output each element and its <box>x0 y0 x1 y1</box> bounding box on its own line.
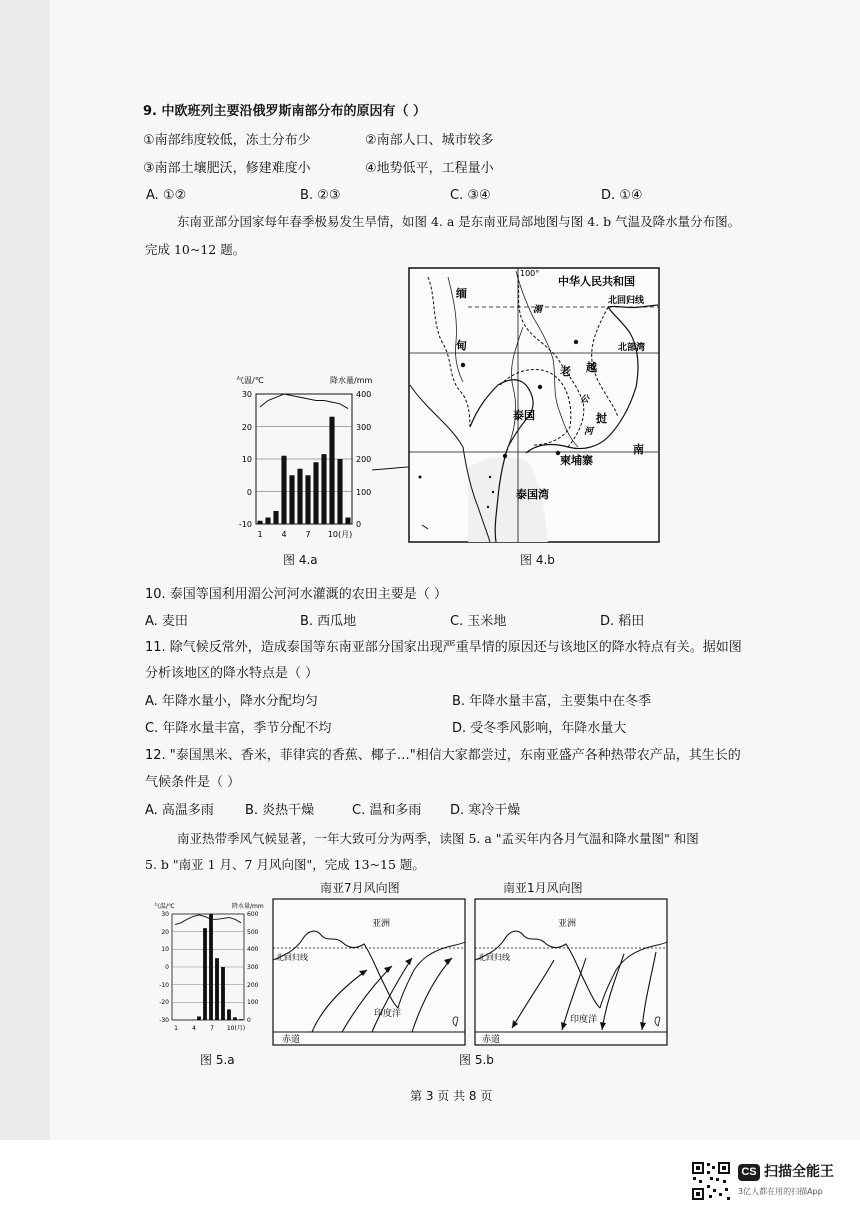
fig5b-july-label-asia: 亚洲 <box>372 919 391 929</box>
fig4a-x-tick: 4 <box>281 530 287 539</box>
q9-option-d: D. ①④ <box>601 188 643 203</box>
fig5b-jan-label-ocean: 印度洋 <box>570 1015 598 1025</box>
f4a-precip-bar <box>297 469 302 524</box>
fig5b-july-label-tropic: 北回归线 <box>276 953 308 962</box>
fig4a-temp-tick: 30 <box>241 390 252 399</box>
q10-option-d: D. 稻田 <box>600 614 645 629</box>
f4a-precip-bar <box>289 475 294 524</box>
map-label-cambodia: 柬埔寨 <box>560 454 593 467</box>
fig4a-x-tick: 10(月) <box>327 530 353 539</box>
fig5a-caption: 图 5.a <box>200 1053 235 1067</box>
map-label-thailand: 泰国 <box>513 409 535 422</box>
figure-5b-july-wind-map <box>272 898 466 1046</box>
map-label-myanmar-2: 甸 <box>456 339 467 352</box>
fig5a-precip-tick: 0 <box>247 1017 251 1024</box>
map-label-myanmar-1: 缅 <box>456 287 467 300</box>
fig4a-precip-tick: 0 <box>356 520 362 529</box>
fig4a-precip-tick: 300 <box>356 423 372 432</box>
fig5b-jan-label-asia: 亚洲 <box>558 919 577 929</box>
fig4a-temp-tick: 20 <box>241 423 252 432</box>
q11-option-c: C. 年降水量丰富，季节分配不均 <box>145 721 332 736</box>
fig5a-temp-tick: -30 <box>159 1017 169 1024</box>
f4a-temperature-curve <box>260 394 348 409</box>
fig4a-temp-tick: 10 <box>241 455 252 464</box>
fig5a-precip-axis-label: 降水量/mm <box>232 903 264 910</box>
q9-statement-4: ④地势低平，工程量小 <box>365 161 494 176</box>
intro-13-15-line1: 南亚热带季风气候显著，一年大致可分为两季，读图 5. a "孟买年内各月气温和降水量图" 和图 <box>177 831 699 846</box>
map-label-gulf-thailand: 泰国湾 <box>516 488 549 501</box>
f5a-precip-bar <box>215 958 219 1020</box>
f4a-precip-bar <box>265 518 270 525</box>
q10-option-c: C. 玉米地 <box>450 614 507 629</box>
map-label-laos-1: 老 <box>560 365 571 378</box>
q11-option-d: D. 受冬季风影响，年降水量大 <box>452 721 627 736</box>
f4a-precip-bar <box>345 518 350 525</box>
f4a-precip-bar <box>257 521 262 524</box>
f5a-temperature-curve <box>175 915 241 925</box>
figure-5a-climate-chart <box>146 900 270 1032</box>
q12-stem-line2: 气候条件是（ ） <box>145 775 241 790</box>
fig4a-precip-tick: 200 <box>356 455 372 464</box>
fig5a-temp-tick: 20 <box>161 929 169 936</box>
f4a-precip-bar <box>281 456 286 524</box>
f4a-precip-bar <box>313 462 318 524</box>
fig5a-temp-tick: -20 <box>159 999 169 1006</box>
fig5b-jan-label-equator: 赤道 <box>482 1035 501 1045</box>
fig4a-caption: 图 4.a <box>283 553 318 567</box>
q9-option-a: A. ①② <box>146 188 187 203</box>
q9-statement-3: ③南部土壤肥沃，修建难度小 <box>143 161 311 176</box>
fig4a-precip-tick: 100 <box>356 488 372 497</box>
q10-stem: 10. 泰国等国利用湄公河河水灌溉的农田主要是（ ） <box>145 587 447 602</box>
f4a-precip-bar <box>305 475 310 524</box>
f4a-precip-bar <box>273 511 278 524</box>
fig5b-july-title: 南亚7月风向图 <box>320 881 400 895</box>
q12-option-d: D. 寒冷干燥 <box>450 803 521 818</box>
fig4a-temp-tick: 0 <box>246 488 252 497</box>
map-label-mekong-2: 公 <box>580 395 590 405</box>
fig4b-caption: 图 4.b <box>520 553 555 567</box>
fig4a-temp-tick: -10 <box>238 520 252 529</box>
map-label-mekong-3: 河 <box>584 427 594 437</box>
fig5a-precip-tick: 600 <box>247 911 259 918</box>
q9-option-b: B. ②③ <box>300 188 341 203</box>
f5a-precip-bar <box>197 1016 201 1020</box>
app-name: 扫描全能王 <box>764 1164 834 1180</box>
fig5a-x-tick: 4 <box>192 1025 196 1032</box>
intro-10-12-line2: 完成 10~12 题。 <box>145 242 246 257</box>
q10-option-a: A. 麦田 <box>145 614 188 629</box>
fig5a-precip-tick: 400 <box>247 946 259 953</box>
q11-stem-line1: 11. 除气候反常外，造成泰国等东南亚部分国家出现严重旱情的原因还与该地区的降水特点有关。据如图 <box>145 640 742 655</box>
camscanner-logo: CS <box>738 1164 760 1181</box>
fig5b-july-label-ocean: 印度洋 <box>374 1009 402 1019</box>
fig5a-x-tick: 7 <box>210 1025 214 1032</box>
figure-4a-climate-chart <box>230 372 380 542</box>
map-label-china: 中华人民共和国 <box>558 275 635 288</box>
f5a-precip-bar <box>239 1019 243 1020</box>
f4a-precip-bar <box>329 417 334 524</box>
fig5a-temp-tick: -10 <box>159 982 169 989</box>
fig4a-x-tick: 7 <box>305 530 311 539</box>
fig5a-precip-tick: 300 <box>247 964 259 971</box>
q12-option-b: B. 炎热干燥 <box>245 803 315 818</box>
f5a-precip-bar <box>203 928 207 1020</box>
fig5a-temp-tick: 30 <box>161 911 169 918</box>
f4a-precip-bar <box>337 459 342 524</box>
fig5a-temp-tick: 10 <box>161 946 169 953</box>
figure-4b-map <box>408 267 660 543</box>
f5a-precip-bar <box>209 914 213 1020</box>
q9-statement-1: ①南部纬度较低，冻土分布少 <box>143 133 311 148</box>
q12-option-a: A. 高温多雨 <box>145 803 214 818</box>
q11-stem-line2: 分析该地区的降水特点是（ ） <box>145 666 319 681</box>
fig5a-temp-axis-label: 气温/℃ <box>154 903 175 910</box>
f5a-precip-bar <box>233 1017 237 1020</box>
fig4a-temp-axis-label: 气温/℃ <box>236 376 264 385</box>
app-tagline: 3亿人都在用的扫描App <box>738 1187 823 1196</box>
fig5a-precip-tick: 100 <box>247 999 259 1006</box>
f4a-precip-bar <box>321 454 326 524</box>
fig5a-precip-tick: 500 <box>247 929 259 936</box>
figure-5b-january-wind-map <box>474 898 668 1046</box>
q11-option-b: B. 年降水量丰富，主要集中在冬季 <box>452 694 652 709</box>
q12-stem-line1: 12. "泰国黑米、香米，菲律宾的香蕉、椰子…"相信大家都尝过，东南亚盛产各种热带农产品，其生长的 <box>145 748 741 763</box>
map-longitude-label: 100° <box>520 269 540 278</box>
q10-option-b: B. 西瓜地 <box>300 614 357 629</box>
fig5a-x-tick: 10(月) <box>226 1025 246 1032</box>
map-label-viet-2: 南 <box>633 443 644 456</box>
fig4a-precip-axis-label: 降水量/mm <box>330 376 373 385</box>
fig4a-precip-tick: 400 <box>356 390 372 399</box>
fig5a-precip-tick: 200 <box>247 982 259 989</box>
map-label-viet-1: 越 <box>586 361 597 374</box>
fig4a-x-tick: 1 <box>257 530 263 539</box>
fig5b-january-title: 南亚1月风向图 <box>503 881 583 895</box>
qr-code-icon <box>690 1160 732 1202</box>
map-label-mekong-1: 湄 <box>533 305 543 315</box>
intro-13-15-line2: 5. b "南亚 1 月、7 月风向图"，完成 13~15 题。 <box>145 857 425 872</box>
f5a-precip-bar <box>221 967 225 1020</box>
fig5a-temp-tick: 0 <box>165 964 169 971</box>
fig5b-jan-label-tropic: 北回归线 <box>478 953 510 962</box>
map-label-laos-2: 挝 <box>596 412 607 425</box>
q9-stem: 9. 中欧班列主要沿俄罗斯南部分布的原因有（ ） <box>143 104 427 119</box>
page-number: 第 3 页 共 8 页 <box>410 1089 493 1103</box>
q11-option-a: A. 年降水量小，降水分配均匀 <box>145 694 318 709</box>
f5a-precip-bar <box>191 1019 195 1020</box>
map-label-tropic: 北回归线 <box>608 296 645 306</box>
f5a-precip-bar <box>227 1009 231 1020</box>
fig5a-x-tick: 1 <box>174 1025 178 1032</box>
q12-option-c: C. 温和多雨 <box>352 803 422 818</box>
map-label-gulf-tonkin: 北部湾 <box>618 343 646 353</box>
intro-10-12-line1: 东南亚部分国家每年春季极易发生旱情，如图 4. a 是东南亚局部地图与图 4. b 气温及降水量分布图。 <box>177 214 741 229</box>
fig5b-caption: 图 5.b <box>459 1053 494 1067</box>
fig5b-july-label-equator: 赤道 <box>282 1035 301 1045</box>
q9-option-c: C. ③④ <box>450 188 491 203</box>
q9-statement-2: ②南部人口、城市较多 <box>365 133 494 148</box>
